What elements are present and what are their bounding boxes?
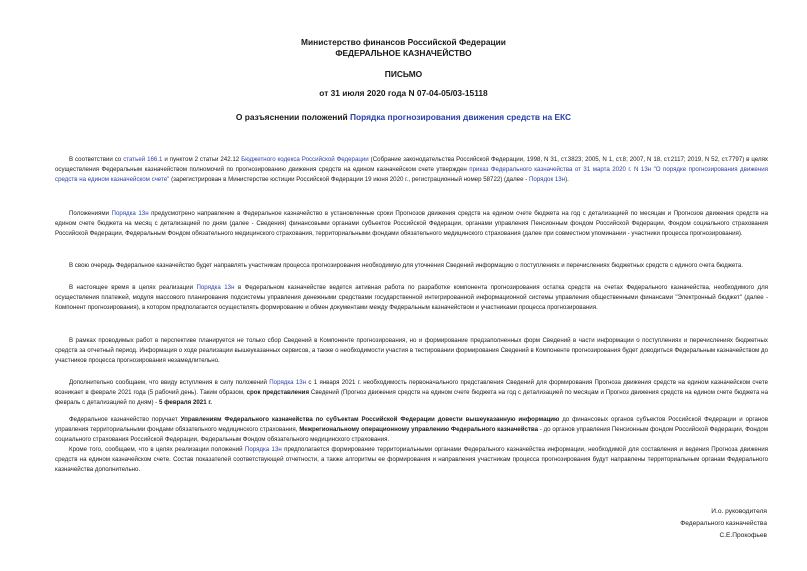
p1-text: (Собрание законодательства Российской Федерации, 1998, N 31, ст.3823; 2005, N 1, ст.8; 2007, N 18, ст.2117; 2019, N 52, ст.7797) в целях осуществления Федеральным казначейством полномочий по прогнозированию движения средств на едином казначейском счете утвержден [55, 156, 768, 174]
paragraph-7 [55, 415, 768, 445]
link-order-13n[interactable]: приказ Федерального казначейства от 31 марта 2020 г. N 13н "О порядке прогнозирования движения средств на едином казначейском счете" [55, 166, 768, 184]
link-poryadok-13n[interactable]: Порядка 13н [196, 284, 235, 291]
link-poryadok-13n[interactable]: Порядка 13н [111, 210, 149, 217]
paragraph-4 [55, 283, 768, 313]
p6-text: Дополнительно сообщаем, что ввиду вступления в силу положений [69, 379, 270, 386]
p7-text: - до органов управления Пенсионным фондом Российской Федерации, Фондом социального страхования Российской Федерации, Федеральным Фондом обязательного медицинского страхования. [55, 426, 768, 444]
paragraph-1 [55, 155, 768, 185]
paragraph-8 [55, 445, 768, 475]
p2-text: Положениями [69, 210, 112, 217]
p5-text: В рамках проводимых работ в перспективе планируется не только сбор Сведений в Компоненте прогнозирования, но и формирование предзаполненных форм Сведений в части информации о поступлениях и перечислениях бюджетных средств за отчетный период. Информация о ходе реализации вышеуказанных сервисов, а также о необходимости участия в тестировании формирования Сведений в Компоненте прогнозирования будет доводиться Федеральным казначейством до участников процесса прогнозирования незамедлительно. [55, 337, 768, 365]
paragraph-3 [55, 261, 768, 271]
paragraph-5 [55, 336, 768, 366]
p6-bold-deadline-date: 5 февраля 2021 г. [159, 399, 212, 407]
p7-bold-regional: Управлениям Федерального казначейства по субъектам Российской Федерации довести вышеуказанную информацию [180, 416, 560, 423]
doc-topic [0, 112, 807, 122]
doc-type: ПИСЬМО [384, 69, 423, 79]
p1-text: и пунктом 2 статьи 242.12 [162, 156, 242, 163]
p4-text: в Федеральном казначействе ведется активная работа по разработке компонента прогнозирования остатка средств на счетах Федерального казначейства, необходимого для осуществления платежей, модуля массового планирования подсистемы управления денежными средствами государственной интегрированной информационной системы управления общественными финансами "Электронный бюджет" (далее - Компонент прогнозирования), в котором предполагается осуществлять формирование и обмен документами между Федеральным казначейством и участниками процесса прогнозирования. [55, 284, 769, 312]
p6-text: Сведений (Прогноз движения средств на едином счете бюджета на год с детализацией по месяцам и Прогноз движения средств на едином счете бюджета на февраль с детализацией по дням) - [55, 389, 768, 407]
link-poryadok-13n[interactable]: Порядок 13н [528, 176, 566, 184]
p7-bold-interregional: Межрегиональному операционному управлению Федерального казначейства [299, 426, 538, 434]
p7-text: Федеральное казначейство поручает [69, 416, 181, 423]
p6-bold-deadline-label: срок представления [246, 389, 310, 397]
p6-text: с 1 января 2021 г. необходимость первоначального представления Сведений для формирования Прогноза движения средств на едином казначейском счете возникает в феврале 2021 года (5 рабочий день). Таким образом, [55, 379, 768, 397]
p7-text: до финансовых органов субъектов Российской Федерации и органов управления территориальными фондами обязательного медицинского страхования, [55, 416, 768, 434]
topic-prefix: О разъяснении положений [235, 112, 350, 122]
ministry-title: Министерство финансов Российской Федерации [301, 37, 506, 47]
p8-text: предполагается формирование территориальными органами Федерального казначейства информации, необходимой для составления и ведения Прогноза движения средств на едином казначейском счете. Состав показателей соответствующей отчетности, а также алгоритмы ее формирования и направления участникам процесса прогнозирования будут направлены территориальным органам Федерального казначейства дополнительно. [55, 446, 768, 474]
doc-date-number: от 31 июля 2020 года N 07-04-05/03-15118 [319, 88, 488, 98]
link-budget-code[interactable]: Бюджетного кодекса Российской Федерации [241, 156, 369, 163]
p3-text: В свою очередь Федеральное казначейство будет направлять участникам процесса прогнозирования необходимую для уточнения Сведений информацию о поступлениях и перечислениях бюджетных средств с единого счета бюджета. [69, 262, 744, 269]
p4-text: В настоящее время в целях реализации [69, 284, 197, 291]
p1-text: ). [565, 176, 569, 184]
p2-text: предусмотрено направление в Федеральное казначейство в установленные сроки Прогнозов движения средств на едином счете бюджета на год с детализацией по месяцам и Прогнозов движения средств на едином счете бюджета на месяц с детализацией по дням (далее - Сведения) финансовыми органами субъектов Российской Федерации, органами управления Пенсионным фондом Российской Федерации, Фондом социального страхования Российской Федерации, Федеральным Фондом обязательного медицинского страхования, территориальными фондами обязательного медицинского страхования (далее при совместном упоминании - участники процесса прогнозирования). [55, 210, 768, 238]
signature-name: С.Е.Прокофьев [719, 532, 767, 539]
link-poryadok-13n[interactable]: Порядка 13н [269, 379, 307, 386]
link-article-166-1[interactable]: статьей 166.1 [123, 156, 163, 163]
p8-text: Кроме того, сообщаем, что в целях реализации положений [69, 446, 245, 453]
topic-link[interactable]: Порядка прогнозирования движения средств на ЕКС [349, 112, 572, 122]
paragraph-2 [55, 209, 768, 239]
link-poryadok-13n[interactable]: Порядка 13н [244, 446, 282, 453]
paragraph-6 [55, 378, 768, 408]
p1-text: В соответствии со [69, 156, 124, 163]
signature-org: Федерального казначейства [680, 520, 767, 527]
agency-title: ФЕДЕРАЛЬНОЕ КАЗНАЧЕЙСТВО [335, 48, 472, 58]
p1-text: (зарегистрирован в Министерстве юстиции Российской Федерации 19 июня 2020 г., регистрационный номер 58722) (далее - [169, 176, 529, 184]
signature-role: И.о. руководителя [711, 508, 767, 515]
